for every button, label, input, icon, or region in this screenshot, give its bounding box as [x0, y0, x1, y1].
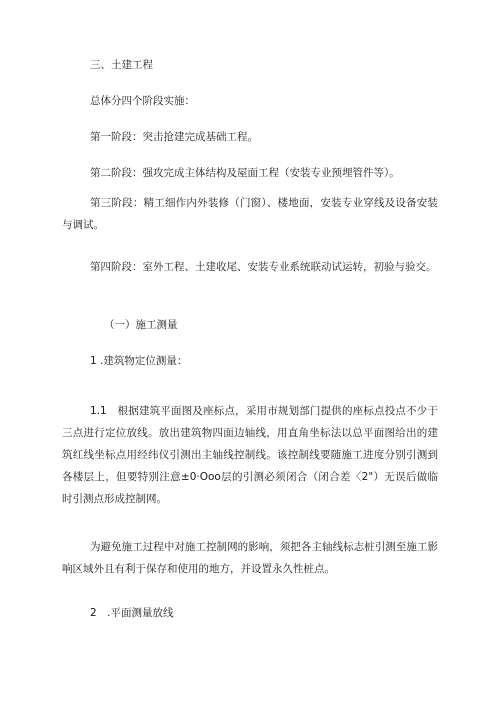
- phase-1: 第一阶段：突击抢建完成基础工程。: [90, 131, 258, 143]
- item-1-title: 1 .建筑物定位测量：: [90, 355, 188, 367]
- phase-4: 第四阶段：室外工程、土建收尾、安装专业系统联动试运转，初验与验交。: [90, 261, 437, 273]
- phase-2: 第二阶段：强攻完成主体结构及屋面工程（安装专业预埋管件等）。: [90, 167, 400, 179]
- item-1-paragraph-2: 为避免施工过程中对施工控制网的影响，须把各主轴线标志桩引测至施工影响区域外且有利于保存和使用的地方，并设置永久性桩点。: [62, 541, 438, 575]
- item-2-title: 2 .平面测量放线: [90, 607, 174, 619]
- item-1-paragraph-1: 1.1 根据建筑平面图及座标点，采用市规划部门提供的座标点投点不少于三点进行定位放线。放出建筑物四面边轴线，用直角坐标法以总平面图给出的建筑红线坐标点用经纬仪引测出主轴线控制线。该控制线要随施工进度分别引测到各楼层上，但要特别注意±0·Ooo层的引测必须闭合（闭合差〈2"）无误后做临时引测点形成控制网。: [62, 405, 438, 505]
- phase-3: 第三阶段：精工细作内外装修（门窗）、楼地面，安装专业穿线及设备安装与调试。: [62, 197, 438, 231]
- sub-heading: （一）施工测量: [104, 319, 178, 331]
- intro-line: 总体分四个阶段实施：: [90, 95, 195, 107]
- section-heading: 三、土建工程: [90, 59, 153, 71]
